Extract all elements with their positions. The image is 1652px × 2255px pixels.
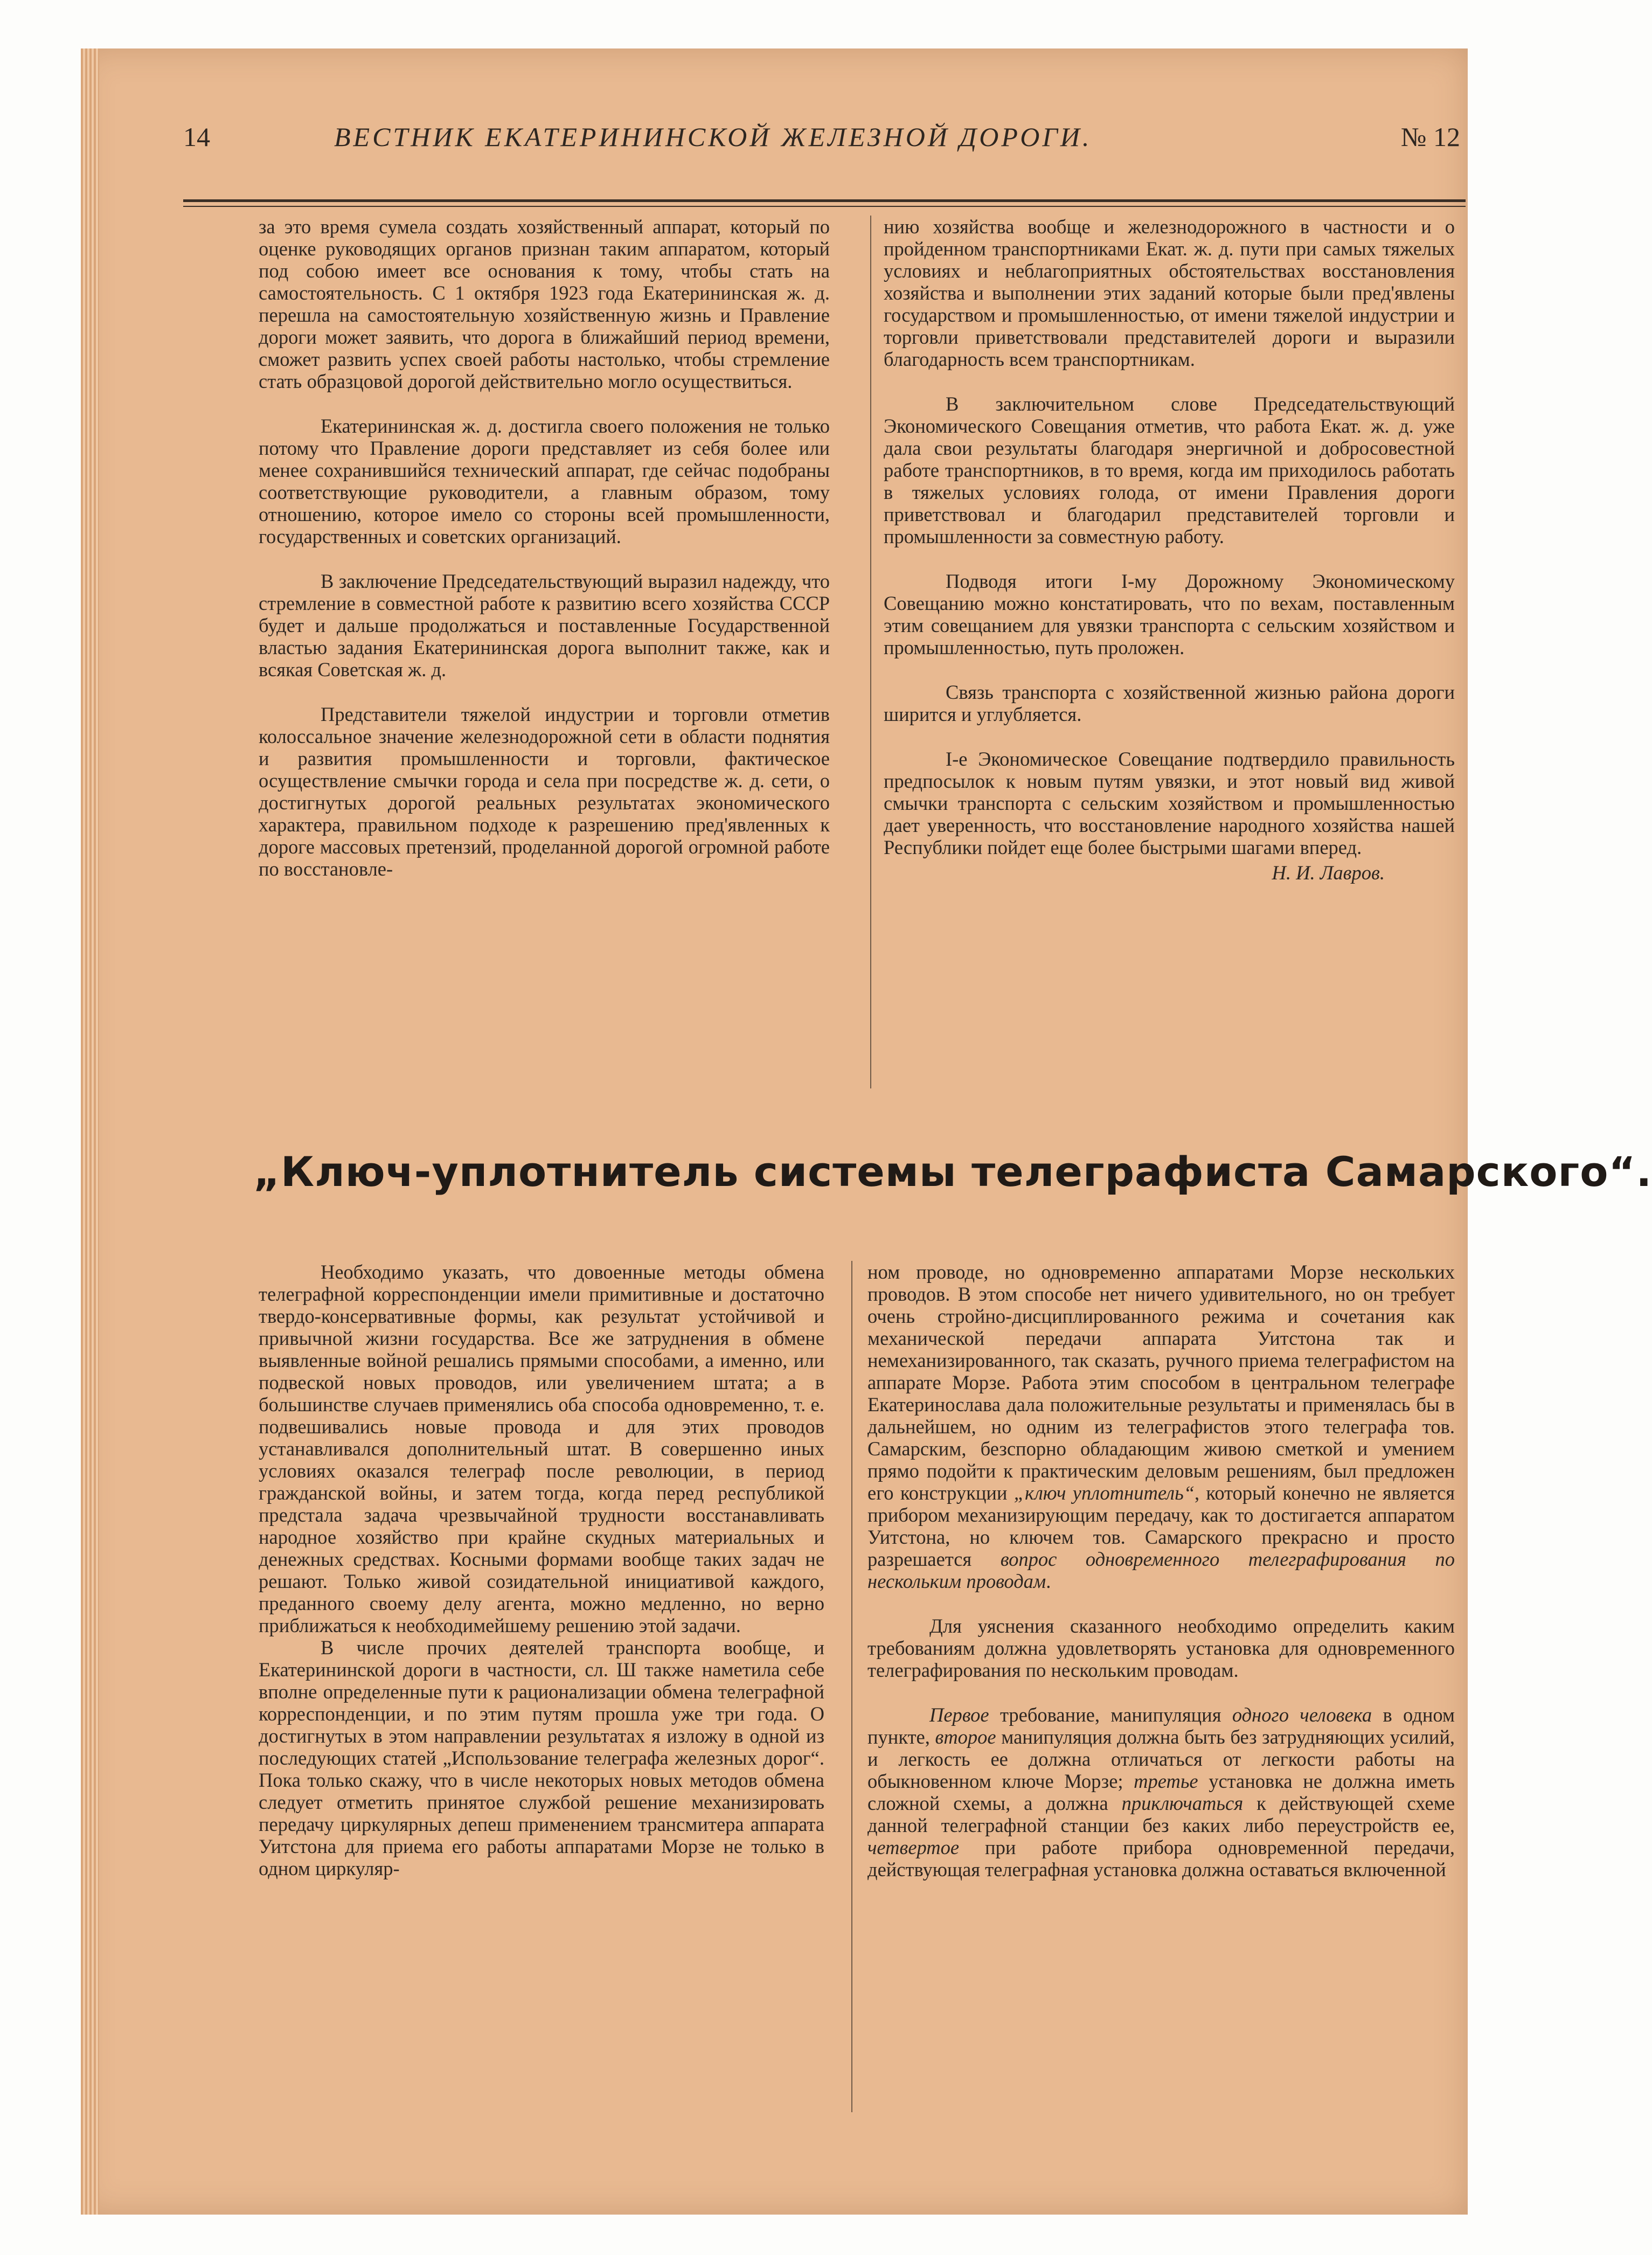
emphasis-text: „ключ уплотнитель“: [1014, 1482, 1195, 1504]
text-run: , который конечно не является прибором механизирующим передачу, как то достигается аппаратом Уитстона, но ключем тов. Самарского прекрасно и просто разрешается: [867, 1482, 1455, 1570]
text-run: в одном пункте,: [867, 1704, 1455, 1748]
column-divider: [870, 216, 871, 1088]
emphasis-text: одного человека: [1232, 1704, 1372, 1726]
bottom-right-column: [867, 1261, 1455, 1881]
text-run: к действующей схеме данной телеграфной станции без каких либо переустройств ее,: [867, 1792, 1455, 1836]
emphasis-text: третье: [1134, 1770, 1198, 1792]
author-signature: Н. И. Лавров.: [1272, 862, 1385, 884]
text-run: манипуляция должна быть без затрудняющих усилий, и легкость ее должна отличаться от легкости работы на обыкновенном ключе Морзе;: [867, 1726, 1455, 1792]
paragraph: Необходимо указать, что довоенные методы обмена телеграфной корреспонденции имели примитивные и достаточно твердо-консервативные формы, как результат устойчивой и привычной жизни государства. Все же затруднения в обмене выявленные войной решались прямыми способами, а именно, или подвеской новых проводов, или увеличением штата; а в большинстве случаев применялись оба способа одновременно, т. е. подвешивались новые провода и для этих проводов устанавливался дополнительный штат. В совершенно иных условиях оказался телеграф после революции, в период гражданской войны, и затем тогда, когда перед республикой предстала задача чрезвычайной трудности восстанавливать народное хозяйство при крайне скудных материальных и денежных средствах. Косными формами вообще таких задач не решают. Только живой созидательной инициативой каждого, преданного своему делу агента, можно медленно, но верно приближаться к необходимейшему решению этой задачи.: [259, 1261, 824, 1636]
emphasis-text: вопрос одновременного телеграфирования по нескольким проводам: [867, 1548, 1455, 1592]
text-run: требование, манипуляция: [999, 1704, 1221, 1726]
paragraph: Связь транспорта с хозяйственной жизнью района дороги ширится и углубляется.: [884, 681, 1455, 725]
paragraph: [867, 1704, 1455, 1881]
emphasis-text: четвертое: [867, 1836, 960, 1858]
bottom-left-column: [259, 1261, 824, 1902]
page-edge-stack: [81, 48, 99, 2215]
journal-title: ВЕСТНИК ЕКАТЕРИНИНСКОЙ ЖЕЛЕЗНОЙ ДОРОГИ.: [334, 122, 1092, 152]
paragraph: В числе прочих деятелей транспорта вообще, и Екатерининской дороги в частности, сл. Ш также наметила себе вполне определенные пути к рационализации обмена телеграфной корреспонденции, и по этим путям прошла уже три года. О достигнутых в этом направлении результатах я изложу в одной из последующих статей „Использование телеграфа железных дорог“. Пока только скажу, что в числе некоторых новых методов обмена следует отметить принятое службой решение механизировать передачу циркулярных депеш применением трансмитера аппарата Уитстона для приема его работы аппаратами Морзе не только в одном циркуляр-: [259, 1636, 824, 1879]
paragraph: В заключение Председательствующий выразил надежду, что стремление в совместной работе к развитию всего хозяйства СССР будет и дальше продолжаться и поставленные Государственной властью задания Екатерининская дорога выполнит также, как и всякая Советская ж. д.: [259, 570, 830, 681]
text-run: ном проводе, но одновременно аппаратами Морзе нескольких проводов. В этом способе нет ничего удивительного, но он требует очень стройно-дисциплированного режима и сочетания как механической передачи аппарата Уитстона так и немеханизированного, так сказать, ручного приема телеграфистом на аппарате Морзе. Работа этим способом в центральном телеграфе Екатеринослава дала положительные результаты и применялась бы в дальнейшем, но одним из телеграфистов этого телеграфа тов. Самарским, безспорно обладающим живою сметкой и умением прямо подойти к практическим деловым решениям, был предложен его конструкции: [867, 1261, 1455, 1504]
page-number: 14: [183, 122, 210, 152]
paragraph: Подводя итоги I-му Дорожному Экономическому Совещанию можно констатировать, что по вехам, поставленным этим совещанием для увязки транспорта с сельским хозяйством и промышленностью, путь проложен.: [884, 570, 1455, 658]
paragraph: I-е Экономическое Совещание подтвердило правильность предпосылок к новым путям увязки, и этот новый вид живой смычки транспорта с сельским хозяйством и промышленностью дает уверенность, что восстановление народного хозяйства нашей Республики пойдет еще более быстрыми шагами вперед.: [884, 748, 1455, 858]
emphasis-text: второе: [935, 1726, 996, 1748]
text-run: установка не должна иметь сложной схемы, а должна: [867, 1770, 1455, 1814]
header-rule-thin: [183, 206, 1466, 207]
paragraph: [867, 1261, 1455, 1592]
issue-number: № 12: [1400, 122, 1460, 152]
text-run: .: [1046, 1570, 1051, 1592]
top-left-column: [259, 216, 830, 903]
emphasis-text: Первое: [929, 1704, 989, 1726]
paragraph: нию хозяйства вообще и железнодорожного в частности и о пройденном транспортниками Екат. ж. д. пути при самых тяжелых условиях и неблагоприятных обстоятельствах восстановления хозяйства и выполнении этих заданий которые были пред'явлены государством и промышленностью, от имени тяжелой индустрии и торговли приветствовали представителей дороги и выразили благодарность всем транспортникам.: [884, 216, 1455, 370]
article-title: „Ключ-уплотнитель системы телеграфиста Самарского“.: [253, 1148, 1652, 1196]
column-divider: [851, 1261, 852, 2112]
paragraph: за это время сумела создать хозяйственный аппарат, который по оценке руководящих органов признан таким аппаратом, который под собою имеет все основания к тому, чтобы стать на самостоятельность. С 1 октября 1923 года Екатерининская ж. д. перешла на самостоятельную хозяйственную жизнь и Правление дороги может заявить, что дорога в ближайший период времени, сможет развить успех своей работы настолько, чтобы стремление стать образцовой дорогой действительно могло осуществиться.: [259, 216, 830, 392]
top-right-column: [884, 216, 1455, 884]
running-head: [183, 121, 1460, 159]
emphasis-text: приключаться: [1121, 1792, 1244, 1814]
paragraph: Для уяснения сказанного необходимо определить каким требованиям должна удовлетворять установка для одновременного телеграфирования по нескольким проводам.: [867, 1615, 1455, 1681]
paragraph: Екатерининская ж. д. достигла своего положения не только потому что Правление дороги представляет из себя более или менее сохранившийся технический аппарат, где сейчас подобраны соответствующие руководители, а главным образом, тому отношению, которое имело со стороны всей промышленности, государственных и советских организаций.: [259, 415, 830, 547]
paragraph: Представители тяжелой индустрии и торговли отметив колоссальное значение железнодорожной сети в области поднятия и развития промышленности и торговли, фактическое осуществление смычки города и села при посредстве ж. д. сети, о достигнутых дорогой реальных результатах экономического характера, правильном подходе к разрешению пред'явленных к дороге массовых претензий, проделанной дорогой огромной работе по восстановле-: [259, 703, 830, 880]
paragraph: В заключительном слове Председательствующий Экономического Совещания отметив, что работа Екат. ж. д. уже дала свои результаты благодаря энергичной и добросовестной работе транспортников, в то время, когда им приходилось работать в тяжелых условиях голода, от имени Правления дороги приветствовал и благодарил представителей торговли и промышленности за совместную работу.: [884, 393, 1455, 547]
text-run: при работе прибора одновременной передачи, действующая телеграфная установка должна оставаться включенной: [867, 1836, 1455, 1881]
header-rule: [183, 199, 1466, 202]
